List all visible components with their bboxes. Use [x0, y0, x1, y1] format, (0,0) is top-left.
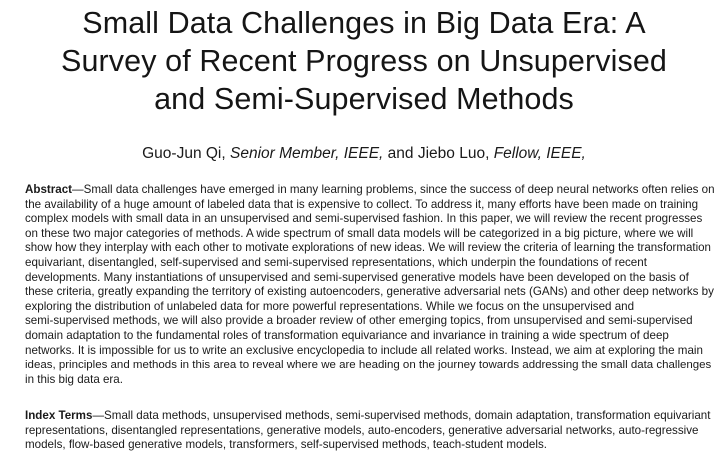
author-name: Jiebo Luo,: [417, 145, 490, 162]
abstract-line: networks. It is impossible for us to write an exclusive encyclopedia to include all related works. Instead, we aim at exploring the main: [25, 343, 703, 357]
author-affiliation: Senior Member, IEEE,: [230, 145, 384, 162]
abstract-line: ideas, principles and methods in this area to reveal where we are heading on the journey towards addressing the small data challenges: [25, 359, 712, 372]
index-terms: [25, 409, 715, 453]
abstract-label: Abstract: [25, 183, 73, 196]
abstract: [25, 183, 715, 387]
index-terms-text: —Small data methods, unsupervised methods, semi-supervised methods, domain adaptation, transformation equivariant: [92, 409, 711, 422]
index-terms-line: representations, disentangled representations, generative models, auto-encoders, generative adversarial networks, auto-regressive: [25, 423, 699, 437]
author-name: Guo-Jun Qi,: [142, 145, 226, 162]
paper-title: [0, 4, 728, 118]
index-terms-line: models, flow-based generative models, transformers, self-supervised methods, teach-student models.: [25, 438, 547, 452]
abstract-text: —Small data challenges have emerged in many learning problems, since the success of deep neural networks often relies on: [72, 183, 715, 196]
abstract-line: show how they interplay with each other to motivate explorations of new ideas. We will review the criteria of learning the transformation: [25, 242, 711, 255]
author-affiliation: Fellow, IEEE,: [493, 145, 586, 162]
author-line: [0, 144, 728, 164]
title-line: and Semi-Supervised Methods: [154, 82, 574, 116]
author-conjunction: and: [387, 145, 414, 162]
abstract-line: equivariant, disentangled, self-supervised and semi-supervised representations, which underpin the foundations of recent: [25, 255, 647, 269]
abstract-line: these criteria, greatly expanding the territory of existing autoencoders, generative adversarial nets (GANs) and other deep networks by: [25, 285, 714, 299]
abstract-line: exploring the distribution of unlabeled data for more powerful representations. While we focus on the unsupervised and: [25, 299, 635, 313]
abstract-line: [25, 183, 715, 198]
abstract-line: on these two major categories of methods. A wide spectrum of small data models will be categorized in a big picture, where we will: [25, 226, 694, 240]
abstract-line: semi-supervised methods, we will also provide a broader review of other emerging topics, from unsupervised and semi-supervised: [25, 314, 693, 328]
abstract-line: in this big data era.: [25, 372, 123, 386]
index-terms-line: [25, 409, 715, 424]
title-line: Small Data Challenges in Big Data Era: A: [82, 6, 646, 40]
abstract-line: the availability of a huge amount of labeled data that is expensive to collect. To address it, many efforts have been made on training: [25, 197, 699, 211]
abstract-line: complex models with small data in an unsupervised and semi-supervised fashion. In this paper, we will review the recent progresses: [25, 212, 703, 226]
title-line: Survey of Recent Progress on Unsupervised: [61, 44, 667, 78]
abstract-line: developments. Many instantiations of unsupervised and semi-supervised generative models have been developed on the basis of: [25, 270, 689, 284]
index-terms-label: Index Terms: [25, 409, 93, 422]
abstract-line: domain adaptation to the fundamental roles of transformation equivariance and invariance in training a wide spectrum of deep: [25, 328, 669, 342]
